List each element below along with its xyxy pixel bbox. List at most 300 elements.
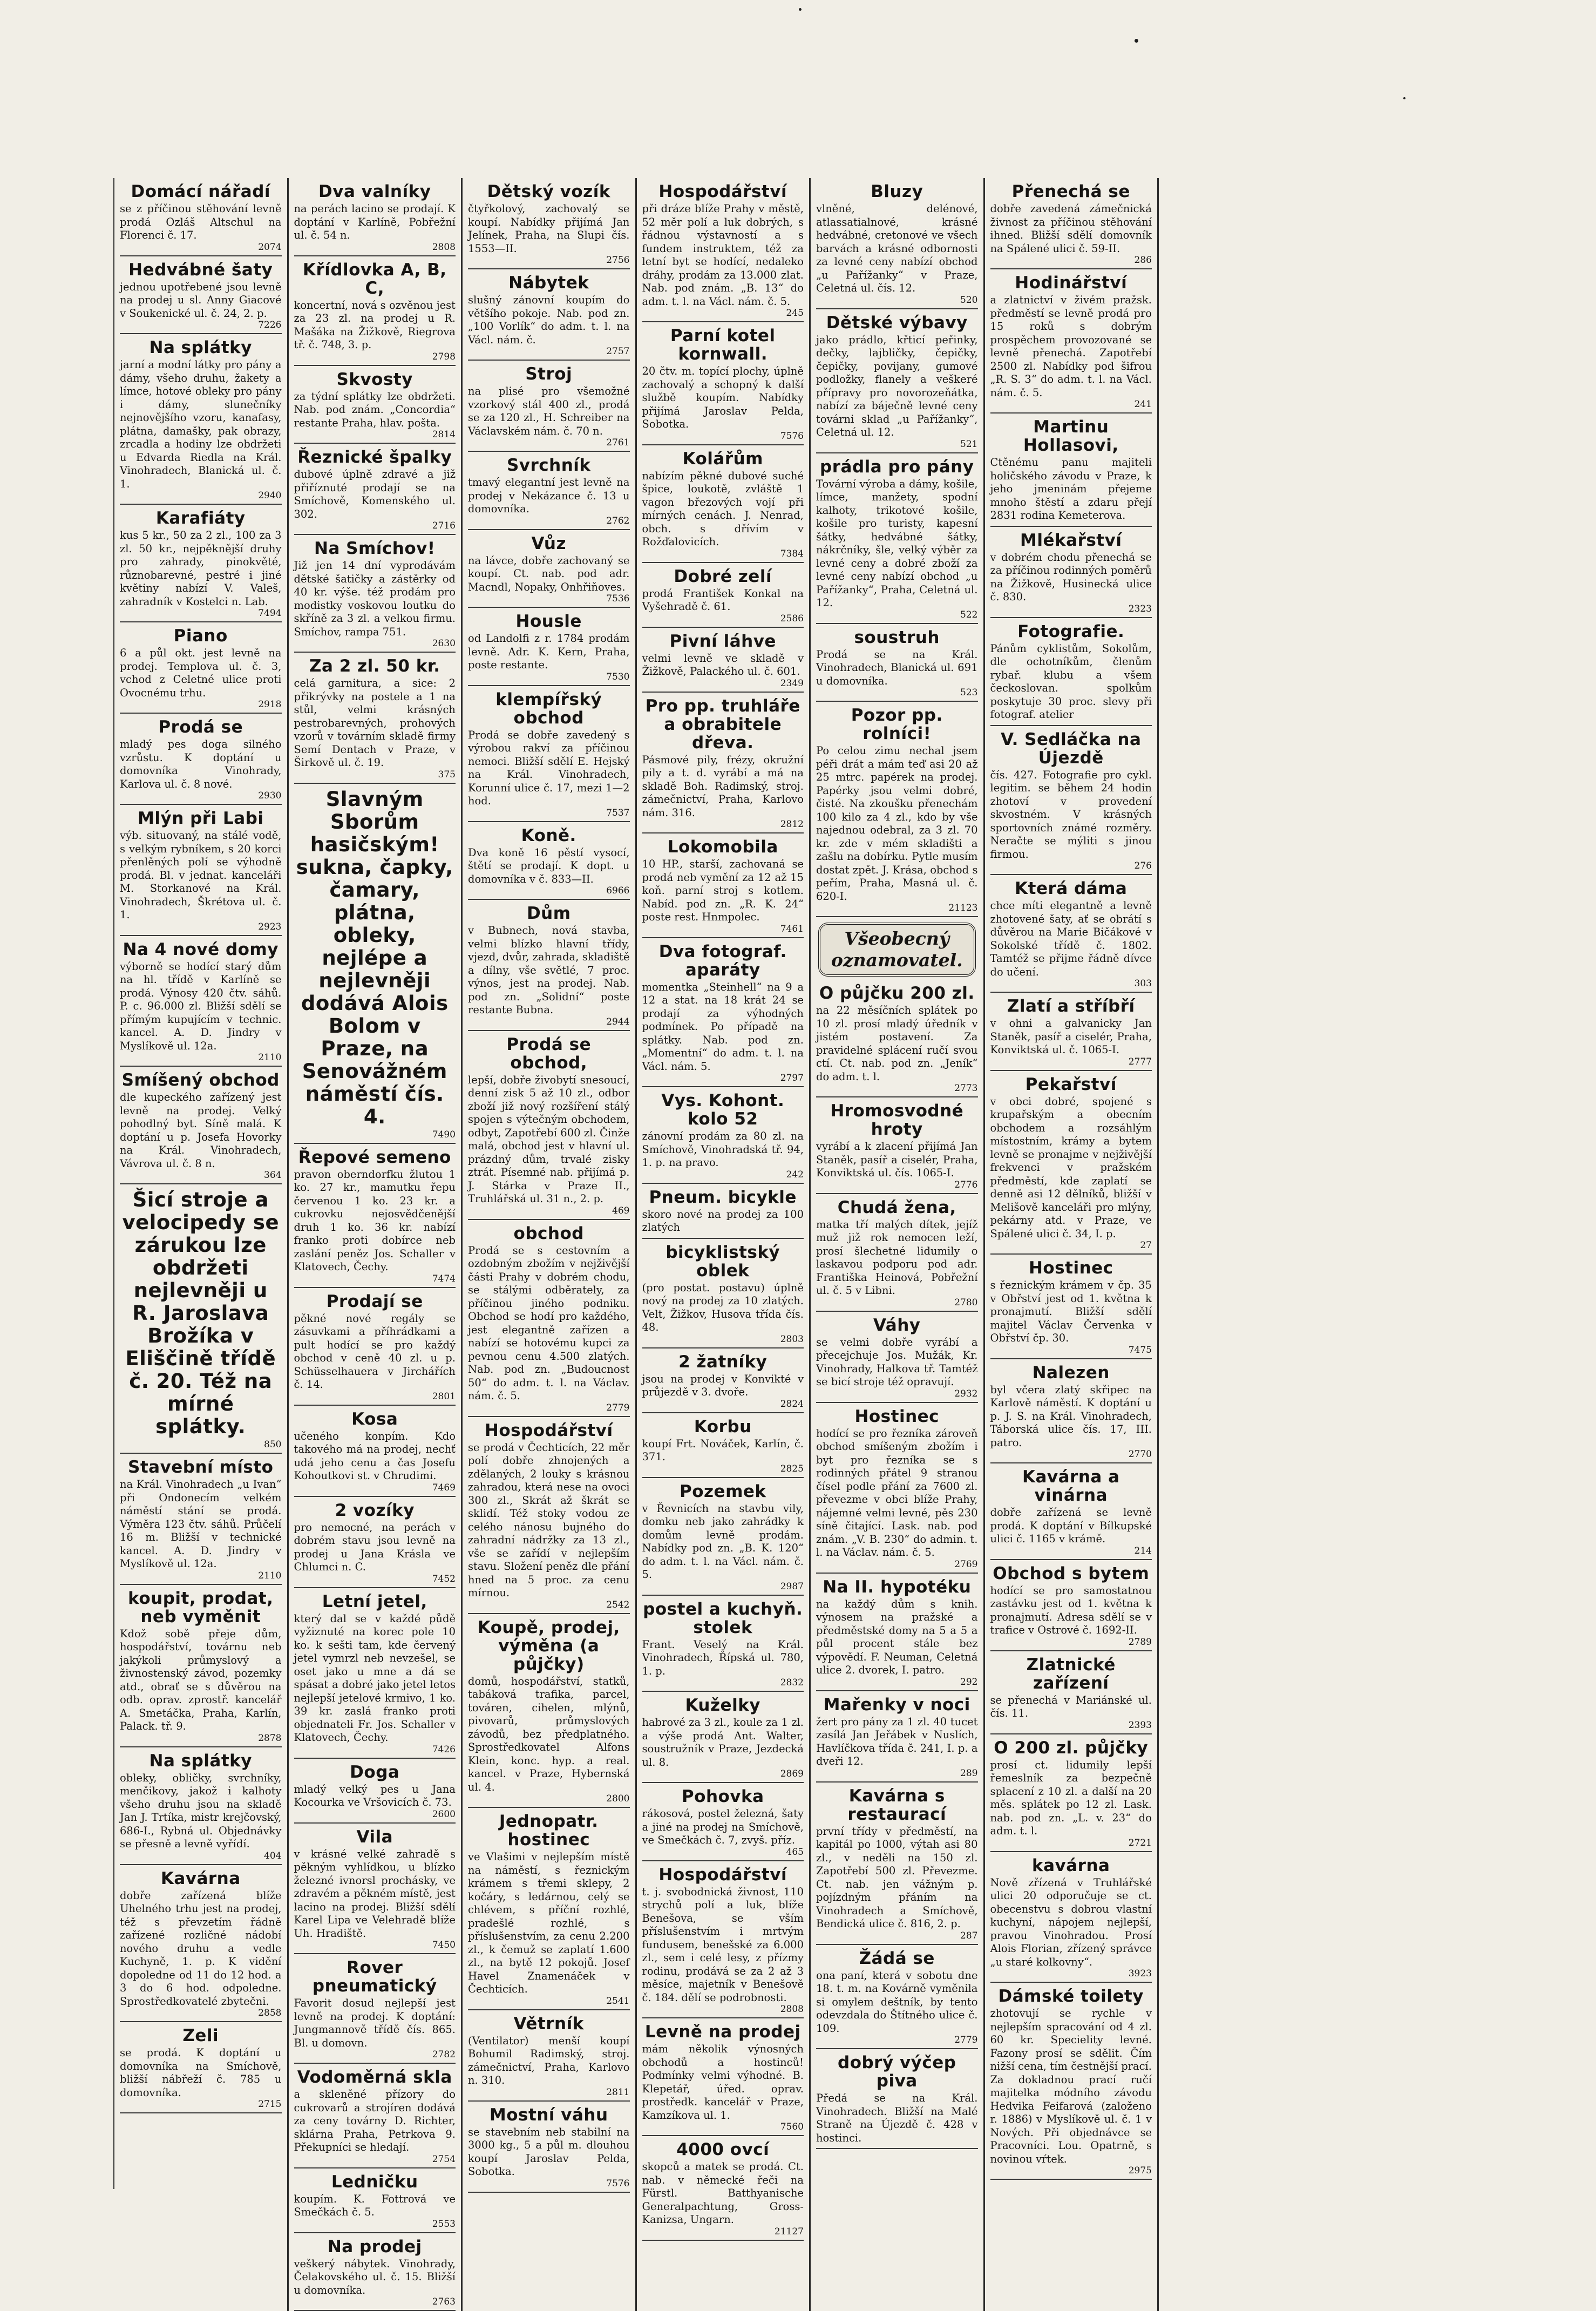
ad-title: Kavárna a vinárna: [990, 1468, 1152, 1504]
ad-title: Hedvábné šaty: [120, 261, 282, 279]
ad-number: 2812: [642, 819, 804, 829]
ad-title: Skvosty: [294, 370, 456, 389]
ad-text: byl včera zlatý skřipec na Karlově náměstí. K doptání u p. J. S. na Král. Vinohradech, Táborská ulice čís. 17, III. patro.: [990, 1384, 1152, 1450]
classified-ad: [468, 2010, 630, 2102]
classified-ad: [816, 453, 978, 624]
ad-number: 364: [120, 1170, 282, 1180]
ad-title: Pozor pp. rolníci!: [816, 706, 978, 743]
ad-title: Mlýn při Labi: [120, 809, 282, 828]
ad-title: Šicí stroje a velocipedy se zárukou lze obdržeti nejlevněji u R. Jaroslava Brožíka v Eliščině třídě č. 20. Též na mírné splátky.: [120, 1189, 282, 1438]
classified-ad: [816, 624, 978, 702]
classified-ad: [642, 938, 804, 1088]
ad-text: Kdož sobě přeje dům, hospodářství, továrnu neb jakýkoli průmyslový a živnostenský závod, pozemky atd., obrať se s důvěrou na odb. oprav. zprostř. kancelář A. Smetáčka, Praha, Karlín, Palack. tř. 9.: [120, 1628, 282, 1733]
ad-title: Hospodářství: [642, 1866, 804, 1884]
ad-title: 2 vozíky: [294, 1501, 456, 1520]
ad-text: vyrábí a k zlacení přijímá Jan Staněk, pasíř a ciselér, Praha, Konviktská ul. čís. 1065-I.: [816, 1140, 978, 1180]
ad-number: 2923: [120, 922, 282, 932]
ad-text: jarní a modní látky pro pány a dámy, všeho druhu, žakety a límce, hotové obleky pro pány i dámy, slunečníky nejnovějšího vzoru, kanafasy, plátna, damašky, pak obrazy, zrcadla a hodiny lze obdržeti u Edvarda Riedla na Král. Vinohradech, Blanická ul. č. 1.: [120, 358, 282, 491]
classified-ad: [642, 1692, 804, 1783]
ad-number: 2930: [120, 791, 282, 801]
classified-ad: [642, 445, 804, 563]
ad-text: s řeznickým krámem v čp. 35 v Obřství jest od 1. května k pronajmutí. Bližší sdělí majitel Václav Červenka v Obřství čp. 30.: [990, 1279, 1152, 1345]
classified-ad: [642, 178, 804, 322]
ad-number: 521: [816, 439, 978, 449]
ad-title: Vys. Kohont. kolo 52: [642, 1092, 804, 1128]
ad-number: 2832: [642, 1678, 804, 1687]
ad-number: 7576: [468, 2179, 630, 2188]
ad-title: postel a kuchyň. stolek: [642, 1600, 804, 1637]
classified-ad: [120, 1865, 282, 2023]
classified-ad: [468, 1808, 630, 2010]
ad-title: Pohovka: [642, 1787, 804, 1806]
classified-ad: [642, 1783, 804, 1861]
column-6: [985, 178, 1159, 2311]
classified-ad: [642, 1239, 804, 1348]
column-5: [811, 178, 985, 2311]
ad-text: velmi levně ve skladě v Žižkově, Palackého ul. č. 601.: [642, 652, 804, 679]
ad-text: se přenechá v Mariánské ul. čís. 11.: [990, 1694, 1152, 1720]
ad-number: 2987: [642, 1582, 804, 1591]
ad-title: Rover pneumatický: [294, 1958, 456, 1995]
ad-text: Ctěnému panu majiteli holičského závodu v Praze, k jeho jmeninám přejeme mnoho štěstí a zdaru přejí 2831 rodina Kemeterova.: [990, 456, 1152, 523]
ad-text: dle kupeckého zařízený jest levně na prodej. Velký pohodlný byt. Síně malá. K doptání u p. Josefa Hovorky na Král. Vinohradech, Vávrova ul. č. 8 n.: [120, 1091, 282, 1170]
ad-title: Za 2 zl. 50 kr.: [294, 657, 456, 675]
ad-text: dubové úplně zdravé a již přiříznuté prodají se na Smíchově, Komenského ul. 302.: [294, 468, 456, 521]
ad-number: 7452: [294, 1574, 456, 1584]
print-speck: [1135, 39, 1138, 43]
classified-ad: [468, 686, 630, 822]
ad-text: skopců a matek se prodá. Ct. nab. v německé řeči na Fürstl. Batthyanische Generalpachtung, Gross-Kanizsa, Ungarn.: [642, 2160, 804, 2227]
ad-number: 7226: [120, 320, 282, 330]
classified-ad: [642, 833, 804, 938]
ad-text: momentka „Steinhell“ na 9 a 12 a stat. na 18 krát 24 se prodají za výhodných podmínek. Po případě na splátky. Nab. pod zn. „Momentní“ do adm. t. l. na Václ. nám. 5.: [642, 981, 804, 1074]
ad-number: 2770: [990, 1449, 1152, 1459]
ad-text: od Landolfi z r. 1784 prodám levně. Adr. K. Kern, Praha, poste restante.: [468, 632, 630, 672]
ad-title: Domácí nářadí: [120, 182, 282, 201]
ad-number: 2858: [120, 2008, 282, 2018]
print-speck: [799, 8, 802, 11]
ad-title: bicyklistský oblek: [642, 1243, 804, 1280]
classified-ad: [468, 900, 630, 1031]
ad-number: 287: [816, 1931, 978, 1941]
ad-text: zhotovují se rychle v nejlepším spracování od 4 zl. 60 kr. Specielity levné. Fazony prosí se sdělit. Čím nižší cena, tím čestnější prací. Za dokladnou prací ručí majitelka módního závodu Hedvika Feifarová (založeno r. 1886) v Myslíkově ul. č. 1 v Nových. Při objednávce se Pracovníci. Lou. Opatrně, s novinou vŕtek.: [990, 2007, 1152, 2166]
ad-number: 2756: [468, 255, 630, 265]
ad-number: 2779: [816, 2035, 978, 2045]
ad-number: 2323: [990, 604, 1152, 614]
ad-text: matka tří malých dítek, jejíž muž již rok nemocen leží, prosí šlechetné lidumily o laskavou podporu pod adr. Františka Heinová, Pobřežní ul. č. 5 v Libni.: [816, 1218, 978, 1298]
ad-title: Koně.: [468, 826, 630, 845]
ad-text: domů, hospodářství, statků, tabáková trafika, parcel, továren, cihelen, mlýnů, pivovarů, průmyslových závodů, bez předplatného. Sprostředkovatel Alfons Klein, konc. hyp. a real. kancel. v Praze, Hybernská ul. 4.: [468, 1675, 630, 1794]
ad-title: Ledničku: [294, 2173, 456, 2191]
classified-ad: [294, 1144, 456, 1288]
ad-title: Na II. hypotéku: [816, 1578, 978, 1596]
ad-title: Kuželky: [642, 1696, 804, 1714]
ad-number: 7450: [294, 1940, 456, 1950]
column-3: [463, 178, 637, 2311]
classified-ad: [120, 1067, 282, 1184]
ad-title: Na splátky: [120, 1752, 282, 1770]
classified-ad: [468, 361, 630, 452]
ad-title: Dva fotograf. aparáty: [642, 943, 804, 979]
ad-number: 2824: [642, 1399, 804, 1409]
ad-number: 2878: [120, 1733, 282, 1743]
ad-text: tmavý elegantní jest levně na prodej v Nekázance č. 13 u domovníka.: [468, 476, 630, 516]
classified-ad: [120, 805, 282, 936]
ad-title: Vůz: [468, 534, 630, 553]
ad-text: prosí ct. lidumily lepší řemeslník za bezpečně splacení z 10 zl. a další na 20 měs. splátek po 12 zl. Lask. nab. pod zn. „L. v. 23“ do adm. t. l.: [990, 1759, 1152, 1838]
ad-number: 2814: [294, 430, 456, 439]
classified-ad: [990, 1734, 1152, 1852]
ad-text: chce míti elegantně a levně zhotovené šaty, ať se obrátí s důvěrou na Marie Bičákové v Sokolské třídě č. 1802. Tamtéž se přijme řádně dívce do učení.: [990, 899, 1152, 979]
ad-title: Dobré zelí: [642, 567, 804, 586]
ad-title: Žádá se: [816, 1949, 978, 1968]
ad-title: Stroj: [468, 365, 630, 383]
classified-ad: [816, 1945, 978, 2050]
ad-title: klempířský obchod: [468, 690, 630, 727]
ad-text: první třídy v předměstí, na kapitál po 1000, výtah asi 80 zl., v neděli na 150 zl. Zapotřebí 500 zl. Převezme. Ct. nab. jen vážným p. pojízdným přáním na Vinohradech a Smíchově, Bendická ulice č. 816, 2. p.: [816, 1825, 978, 1931]
ad-text: celá garnitura, a sice: 2 přikrývky na postele a 1 na stůl, velmi krásných pestrobarevných, prohových vzorů v továrním skladě firmy Semí Dentach v Praze, v Širkově ul. č. 19.: [294, 677, 456, 770]
ad-number: 2944: [468, 1017, 630, 1027]
ad-number: 2754: [294, 2154, 456, 2164]
ad-title: Smíšený obchod: [120, 1071, 282, 1089]
classified-ad: [120, 256, 282, 335]
ad-text: koncertní, nová s ozvěnou jest za 23 zl. na prodej u R. Mašáka na Žižkově, Riegrova tř. č. 748, 3. p.: [294, 299, 456, 352]
ad-title: obchod: [468, 1224, 630, 1243]
classified-ad: [816, 1691, 978, 1783]
classified-ad: [990, 875, 1152, 993]
ad-number: 2110: [120, 1053, 282, 1062]
ad-text: v dobrém chodu přenechá se za příčinou rodinných poměrů na Žižkově, Husinecká ulice č. 830.: [990, 551, 1152, 604]
classified-ad: [642, 1087, 804, 1184]
ad-number: 2763: [294, 2297, 456, 2307]
ad-number: 7490: [294, 1130, 456, 1140]
ad-number: 214: [990, 1546, 1152, 1556]
classified-ad: [120, 1454, 282, 1585]
ad-text: v krásné velké zahradě s pěkným vyhlídkou, u blízko železné ivnorsl prochásky, ve zdravém a pěkném místě, jest lacino na prodej. Bližší sdělí Karel Lipa ve Velehradě blíže Uh. Hradiště.: [294, 1848, 456, 1941]
classified-ad: [816, 1403, 978, 1574]
classified-ad: [990, 726, 1152, 876]
ad-title: Pneum. bicykle: [642, 1188, 804, 1207]
classified-ad: [990, 1852, 1152, 1983]
ad-text: koupím. K. Fottrová ve Smečkách č. 5.: [294, 2193, 456, 2219]
ad-title: Koupě, prodej, výměna (a půjčky): [468, 1618, 630, 1673]
ad-number: 2975: [990, 2166, 1152, 2176]
classified-ad: [990, 1255, 1152, 1359]
ad-number: 7536: [468, 594, 630, 604]
ad-text: jsou na prodej v Konvikté v průjezdě v 3. dvoře.: [642, 1373, 804, 1399]
ad-number: 286: [990, 255, 1152, 265]
newspaper-classifieds-page: [113, 178, 1507, 2189]
ad-number: 2762: [468, 516, 630, 526]
ad-number: 2918: [120, 700, 282, 709]
ad-number: 522: [816, 610, 978, 620]
ad-number: 2769: [816, 1560, 978, 1569]
ad-title: O 200 zl. půjčky: [990, 1739, 1152, 1757]
ad-text: (Ventilator) menší koupí Bohumil Radimský, stroj. zámečnictví, Praha, Karlovo n. 310.: [468, 2035, 630, 2088]
classified-ad: [294, 444, 456, 535]
ad-text: mladý pes doga silného vzrůstu. K doptání u domovníka Vinohrady, Karlova ul. č. 8 nové.: [120, 738, 282, 791]
ad-title: Váhy: [816, 1316, 978, 1334]
ad-title: Vila: [294, 1828, 456, 1846]
ad-title: Mařenky v noci: [816, 1696, 978, 1714]
ad-title: Housle: [468, 612, 630, 631]
ad-text: Favorit dosud nejlepší jest levně na prodej. K doptání: Jungmannově třídě čís. 865. Bl. u domovn.: [294, 1997, 456, 2050]
ad-text: lepší, dobře živobytí snesoucí, denní zisk 5 až 10 zl., odbor zboží již nový rozšíření stálý spojen s výtečným obchodem, odbyt, Zapotřebí 600 zl. Činže malá, obchod jest v hlavní ul. prázdný dům, trvalé zisky ztrát. Písemné nab. přijímá p. J. Stárka v Praze II., Truhlářská ul. 31 n., 2. p.: [468, 1074, 630, 1206]
classified-ad: [990, 527, 1152, 618]
ad-number: 2869: [642, 1769, 804, 1779]
ad-number: 2553: [294, 2219, 456, 2229]
ad-text: učeného konpím. Kdo takového má na prodej, nechť udá jeho cenu a čas Josefu Kohoutkovi st. v Chrudimi.: [294, 1430, 456, 1483]
ad-title: Hostinec: [990, 1259, 1152, 1277]
ad-number: 2721: [990, 1838, 1152, 1848]
ad-number: 2798: [294, 352, 456, 362]
ad-title: Dva valníky: [294, 182, 456, 201]
ad-title: Kosa: [294, 1410, 456, 1428]
ad-title: Křídlovka A, B, C,: [294, 261, 456, 297]
classified-ad: [642, 628, 804, 693]
ad-title: Pozemek: [642, 1482, 804, 1501]
ad-number: 2074: [120, 242, 282, 252]
ad-number: 520: [816, 295, 978, 305]
ad-title: Dům: [468, 904, 630, 923]
ad-number: 2803: [642, 1334, 804, 1344]
ad-title: Na prodej: [294, 2238, 456, 2256]
ad-number: 469: [468, 1206, 630, 1216]
ad-text: dobře zavedená zámečnická živnost za příčinou stěhování ihned. Bližší sdělí domovník na Spálené ulici č. 59-II.: [990, 202, 1152, 255]
ad-number: 7474: [294, 1274, 456, 1284]
ad-title: Prodají se: [294, 1292, 456, 1311]
ad-number: 7494: [120, 608, 282, 618]
ad-number: 303: [990, 979, 1152, 988]
classified-ad: [990, 414, 1152, 527]
classified-ad: [816, 702, 978, 917]
classified-ad: [990, 1983, 1152, 2180]
ad-number: 2630: [294, 639, 456, 648]
ad-number: 21123: [816, 903, 978, 913]
ad-number: 2779: [468, 1403, 630, 1413]
ad-title: Nalezen: [990, 1364, 1152, 1382]
ad-title: koupit, prodat, neb vyměnit: [120, 1589, 282, 1626]
ad-number: 7475: [990, 1345, 1152, 1355]
ad-text: dobře zařízená se levně prodá. K doptání v Bílkupské ulici č. 1165 v krámě.: [990, 1506, 1152, 1546]
ad-title: Pivní láhve: [642, 632, 804, 650]
ad-title: prádla pro pány: [816, 458, 978, 476]
classified-ad: [642, 322, 804, 445]
ad-title: Hodinářství: [990, 274, 1152, 292]
ad-title: Mostní váhu: [468, 2106, 630, 2124]
ad-text: ve Vlašimi v nejlepším místě na náměstí, s řeznickým krámem s třemi sklepy, 2 kočáry, s ledárnou, celý se chlévem, s příční rozhlé, pradešlé rozhlé, s příslušenstvím, za cenu 2.200 zl., k čemuž se zaplatí 1.600 zl., na bytě 12 pokojů. Josef Havel Znamenáček v Čechticích.: [468, 1851, 630, 1996]
ad-text: v obci dobré, spojené s krupařským a obecním obchodem a rozsáhlým místostním, krámy a bytem levně se pronajme v nejživější frekvenci v pražském předměstí, kde zaplatí se denně asi 12 dělníků, bližší v Melišově kanceláři pro mlýny, pekárny atd. v Praze, ve Spálené ulici č. 34, I. p.: [990, 1095, 1152, 1241]
ad-title: Kavárna: [120, 1869, 282, 1888]
classified-ad: [816, 309, 978, 453]
ad-number: 7537: [468, 808, 630, 818]
classified-ad: [468, 178, 630, 269]
classified-ad: [816, 178, 978, 309]
classified-ad: [294, 1288, 456, 1406]
ad-number: 2801: [294, 1392, 456, 1401]
classified-ad: [468, 269, 630, 361]
ad-number: 2776: [816, 1180, 978, 1190]
ad-title: Hostinec: [816, 1407, 978, 1426]
ad-number: 2542: [468, 1600, 630, 1610]
print-speck: [1403, 97, 1405, 99]
classified-ad: [120, 714, 282, 805]
ad-text: pěkné nové regály se zásuvkami a příhrádkami a pult hodící se pro každý obchod v ceně 40 zl. u p. Schüsselhauera v Jirchářích č. 14.: [294, 1312, 456, 1392]
ad-title: Mlékařství: [990, 531, 1152, 550]
ad-number: 3923: [990, 1969, 1152, 1978]
ad-title: Doga: [294, 1763, 456, 1781]
ad-text: Prodá se dobře zavedený s výrobou rakví za příčinou nemoci. Bližší sdělí E. Hejský na Král. Vinohradech, Korunní ulice č. 17, mezi 1—2 hod.: [468, 729, 630, 808]
classified-ad: [120, 1585, 282, 1747]
ad-number: 245: [642, 308, 804, 318]
ad-number: 289: [816, 1768, 978, 1778]
ad-text: ona paní, která v sobotu dne 18. t. m. na Kovárně vyměnila si omylem deštník, by tento odevzdala do Štítného ulice č. 109.: [816, 1969, 978, 2036]
ad-title: Dětský vozík: [468, 182, 630, 201]
ad-number: 7560: [642, 2122, 804, 2132]
classified-ad: [468, 1031, 630, 1220]
ad-number: 523: [816, 688, 978, 697]
ad-text: 6 a půl okt. jest levně na prodej. Templova ul. č. 3, vchod z Celetné ulice proti Ovocnému trhu.: [120, 647, 282, 700]
ad-title: Slavným Sborům hasičským! sukna, čapky, čamary, plátna, obleky, nejlépe a nejlevněji dodává Alois Bolom v Praze, na Senovážném náměstí čís. 4.: [294, 788, 456, 1128]
classified-ad: [120, 2022, 282, 2113]
ad-number: 2600: [294, 1810, 456, 1819]
ad-number: 2716: [294, 521, 456, 531]
ad-title: Svrchník: [468, 456, 630, 475]
classified-ad: [642, 1184, 804, 1239]
ad-text: Nově zřízená v Truhlářské ulici 20 odporučuje se ct. obecenstvu s dobrou vlastní kuchyní, nápojem nejlepší, pravou Vinohradou. Prosí Alois Florian, zřízený správce „u staré kolkovny“.: [990, 1876, 1152, 1969]
ad-text: se prodá v Čechticích, 22 měr polí dobře zhnojených a zdělaných, 2 louky s krásnou zahradou, která nese na ovoci 300 zl., Skrát až škrát se sklidí. Též stoky vodou ze celého nánosu bujného do zahradní nádržky za 13 zl., vše se zařídí v nejlepším stavu. Složení peněz dle přání hned na 5 proc. za cenu mírnou.: [468, 1441, 630, 1600]
ad-text: se z příčinou stěhování levně prodá Ozláš Altschul na Florenci č. 17.: [120, 202, 282, 242]
ad-title: Korbu: [642, 1418, 804, 1436]
ad-title: Nábytek: [468, 274, 630, 292]
classified-ad: [816, 1097, 978, 1194]
classified-ad: [642, 693, 804, 834]
ad-number: 7426: [294, 1745, 456, 1754]
ad-text: obleky, obličky, svrchníky, menčikovy, jakož i kalhoty všeho druhu jsou na skladě Jan J. Trtíka, mistr krejčovský, 686-I., Rybná ul. Objednávky se přesně a levně vyřídí.: [120, 1772, 282, 1851]
classified-ad: [294, 1824, 456, 1955]
ad-text: veškerý nábytek. Vinohrady, Čelakovského ul. č. 15. Bližší u domovníka.: [294, 2258, 456, 2298]
ad-text: pro nemocné, na perách v dobrém stavu jsou levně na prodej u Jana Krásla ve Chlumci n. C.: [294, 1521, 456, 1574]
ad-number: 2780: [816, 1298, 978, 1307]
ad-title: Dětské výbavy: [816, 314, 978, 332]
classified-ad: [294, 366, 456, 444]
ad-title: Chudá žena,: [816, 1198, 978, 1217]
ad-text: Po celou zimu nechal jsem péři drát a mám teď asi 20 až 25 mtrc. papérek na prodej. Papérky jsou velmi dobré, čisté. Na zkoušku přenechám 100 kilo za 4 zl., kdo by vše najednou odebral, za 3 zl. 70 kr. zde v mém skladišti a zašlu na dobírku. Pytle musím dostat zpět. J. Krása, obchod s peřím, Praha, Masná ul. č. 620-I.: [816, 744, 978, 903]
ad-title: Vodoměrná skla: [294, 2068, 456, 2086]
ad-text: hodící se pro řezníka zároveň obchod smíšeným zbožím i byt pro řezníka se s rodinných přátel 9 stranou čísel podle přání za 7600 zl. převezme v obci blíže Prahy, nájemné velmi levné, pěs 230 síně čitající. Lask. nab. pod znám. „V. B. 230“ do admin. t. l. na Václav. nám. č. 5.: [816, 1427, 978, 1560]
classified-ad: [294, 653, 456, 784]
ad-title: Letní jetel,: [294, 1592, 456, 1611]
ad-title: Prodá se obchod,: [468, 1035, 630, 1072]
ad-number: 276: [990, 861, 1152, 871]
ad-title: Zeli: [120, 2027, 282, 2045]
ad-text: 10 HP., starší, zachovaná se prodá neb vymění za 12 až 15 koň. parní stroj s kotlem. Nabíd. pod zn. „R. K. 24“ poste rest. Hnmpolec.: [642, 858, 804, 924]
ad-number: 292: [816, 1677, 978, 1687]
ad-number: 2349: [642, 679, 804, 688]
classified-ad: [642, 1413, 804, 1478]
ad-text: habrové za 3 zl., koule za 1 zl. a výše prodá Ant. Walter, soustružník v Praze, Jezdecká ul. 8.: [642, 1716, 804, 1769]
classified-ad: [816, 980, 978, 1097]
ad-title: Kolářům: [642, 450, 804, 468]
ad-text: žert pro pány za 1 zl. 40 tucet zasílá Jan Jeřábek v Nuslích, Havlíčkova třída č. 241, I. p. a dveři 12.: [816, 1716, 978, 1768]
classified-ad: [468, 1614, 630, 1808]
classified-ad: [990, 1560, 1152, 1651]
ad-text: Prodá se s cestovním a ozdobným zbožím v nejživější části Prahy v dobrém chodu, se stálými odběrately, za příčinou jiného podniku. Obchod se hodí pro každého, jest elegantně zařízen a nabízí se hotovému kupci za pevnou cenu 4.500 zlatých. Nab. pod zn. „Budoucnost 50“ do adm. t. l. na Václav. nám. č. 5.: [468, 1244, 630, 1403]
ad-number: 375: [294, 770, 456, 780]
classified-ad: [990, 1463, 1152, 1560]
ad-text: slušný zánovní koupím do většího pokoje. Nab. pod zn. „100 Vorlík“ do adm. t. l. na Václ. nám. č.: [468, 294, 630, 347]
ad-text: na perách lacino se prodají. K doptání v Karlíně, Pobřežní ul. č. 54 n.: [294, 202, 456, 242]
ad-title: Na Smíchov!: [294, 539, 456, 558]
ad-title: Dámské toilety: [990, 1987, 1152, 2005]
classified-ad: [642, 2136, 804, 2241]
ad-text: vlněné, delénové, atlassatialnové, krásné hedvábné, cretonové ve všech barvách a krásné odbornosti za levné ceny nabízí obchod „u Pařížanky“ v Praze, Celetná ul. čís. 12.: [816, 202, 978, 295]
ad-number: 2777: [990, 1057, 1152, 1067]
classified-ad: [990, 269, 1152, 414]
ad-number: 7576: [642, 431, 804, 441]
ad-text: čís. 427. Fotografie pro cykl. legitim. se během 24 hodin zhotoví v provedení skvostném. V krásných sportovních známé rozměry. Neračte se mýliti s jinou firmou.: [990, 769, 1152, 862]
ad-text: na Král. Vinohradech „u Ivan“ při Ondonecím velkém náměstí stání se prodá. Výměra 123 čtv. sáhů. Průčelí 16 m. Bližší v technické kancel. A. D. Jindry v Myslíkově ul. 12a.: [120, 1478, 282, 1571]
ad-text: Již jen 14 dní vyprodávám dětské šatičky a zástěrky od 40 kr. výše. též prodám pro modistky voskovou loutku do skříně za 3 zl. a velkou firmu. Smíchov, rampa 751.: [294, 559, 456, 639]
ad-title: 2 žatníky: [642, 1353, 804, 1371]
ad-text: na plisé pro všemožné vzorkový stál 400 zl., prodá se za 120 zl., H. Schreiber na Václavském nám. č. 70 n.: [468, 385, 630, 438]
classified-ad: [816, 2049, 978, 2149]
classified-ad: [294, 1759, 456, 1824]
ad-title: Martinu Hollasovi,: [990, 418, 1152, 455]
ad-number: 404: [120, 1851, 282, 1861]
ad-text: výb. situovaný, na stálé vodě, s velkým rybníkem, s 20 korci přenlěných polí se výhodně prodá. Bl. v jednat. kanceláři M. Storkanové na Král. Vinohradech, Škrétova ul. č. 1.: [120, 829, 282, 922]
ad-number: 241: [990, 399, 1152, 409]
classified-ad: [294, 784, 456, 1144]
classified-ad: [642, 1861, 804, 2019]
ad-number: 7461: [642, 924, 804, 934]
ad-title: Prodá se: [120, 718, 282, 736]
ad-number: 7530: [468, 672, 630, 682]
ad-text: v Řevnicích na stavbu vily, domku neb jako zahrádky k domům levně prodám. Nabídky pod zn. „B. K. 120“ do adm. t. l. na Václ. nám. č. 5.: [642, 1502, 804, 1582]
classified-ad: [642, 1596, 804, 1692]
ad-title: Jednopatr. hostinec: [468, 1812, 630, 1849]
ad-title: Řeznické špalky: [294, 448, 456, 466]
ad-title: Kavárna s restaurací: [816, 1787, 978, 1824]
ad-title: dobrý výčep piva: [816, 2054, 978, 2090]
ad-number: 242: [642, 1170, 804, 1180]
ad-number: 850: [120, 1440, 282, 1449]
ad-title: O půjčku 200 zl.: [816, 984, 978, 1002]
ad-number: 2789: [990, 1637, 1152, 1647]
ad-title: Levně na prodej: [642, 2023, 804, 2041]
classified-ad: [990, 993, 1152, 1071]
ad-text: jako prádlo, křticí peřinky, dečky, lajbličky, čepičky, čepičky, povijany, gumové podložky, flanely a veškeré přípravy pro novorozeňátka, nabízí za báječně levné ceny továrni sklad „u Pařížanky“, Celetná ul. 12.: [816, 334, 978, 439]
ad-text: Pásmové pily, frézy, okružní pily a t. d. vyrábí a má na skladě Boh. Radimský, stroj. zámečnictví, Praha, Karlovo nám. 316.: [642, 754, 804, 820]
ad-title: Hospodářství: [468, 1421, 630, 1440]
classified-ad: [816, 1783, 978, 1945]
ad-number: 2811: [468, 2088, 630, 2097]
classified-ad: [990, 1071, 1152, 1255]
classified-ad: [468, 608, 630, 686]
ad-title: Piano: [120, 627, 282, 645]
classified-ad: [468, 1220, 630, 1417]
ad-title: soustruh: [816, 628, 978, 647]
ad-text: při dráze blíže Prahy v městě, 52 měr polí a luk dobrých, s řádnou výstavností a s fundem instruktem, též za letní byt se hodící, nedaleko dráhy, prodám za 13.000 zlat. Nab. pod znám. „B. 13“ do adm. t. l. na Václ. nám. č. 5.: [642, 202, 804, 308]
ad-title: Zlatnické zařízení: [990, 1656, 1152, 1692]
ad-title: kavárna: [990, 1856, 1152, 1875]
ad-number: 2757: [468, 347, 630, 356]
ad-title: Hospodářství: [642, 182, 804, 201]
ad-text: na 22 měsíčních splátek po 10 zl. prosí mladý úředník v jistém postavení. Za pravidelné splácení ručí svou ctí. Ct. nab. pod zn. „Jeník“ do adm. t. l.: [816, 1004, 978, 1083]
ad-title: Karafiáty: [120, 509, 282, 527]
classified-ad: [990, 178, 1152, 269]
ad-text: Předá se na Král. Vinohradech. Bližší na Malé Straně na Újezdě č. 428 v hostinci.: [816, 2092, 978, 2145]
